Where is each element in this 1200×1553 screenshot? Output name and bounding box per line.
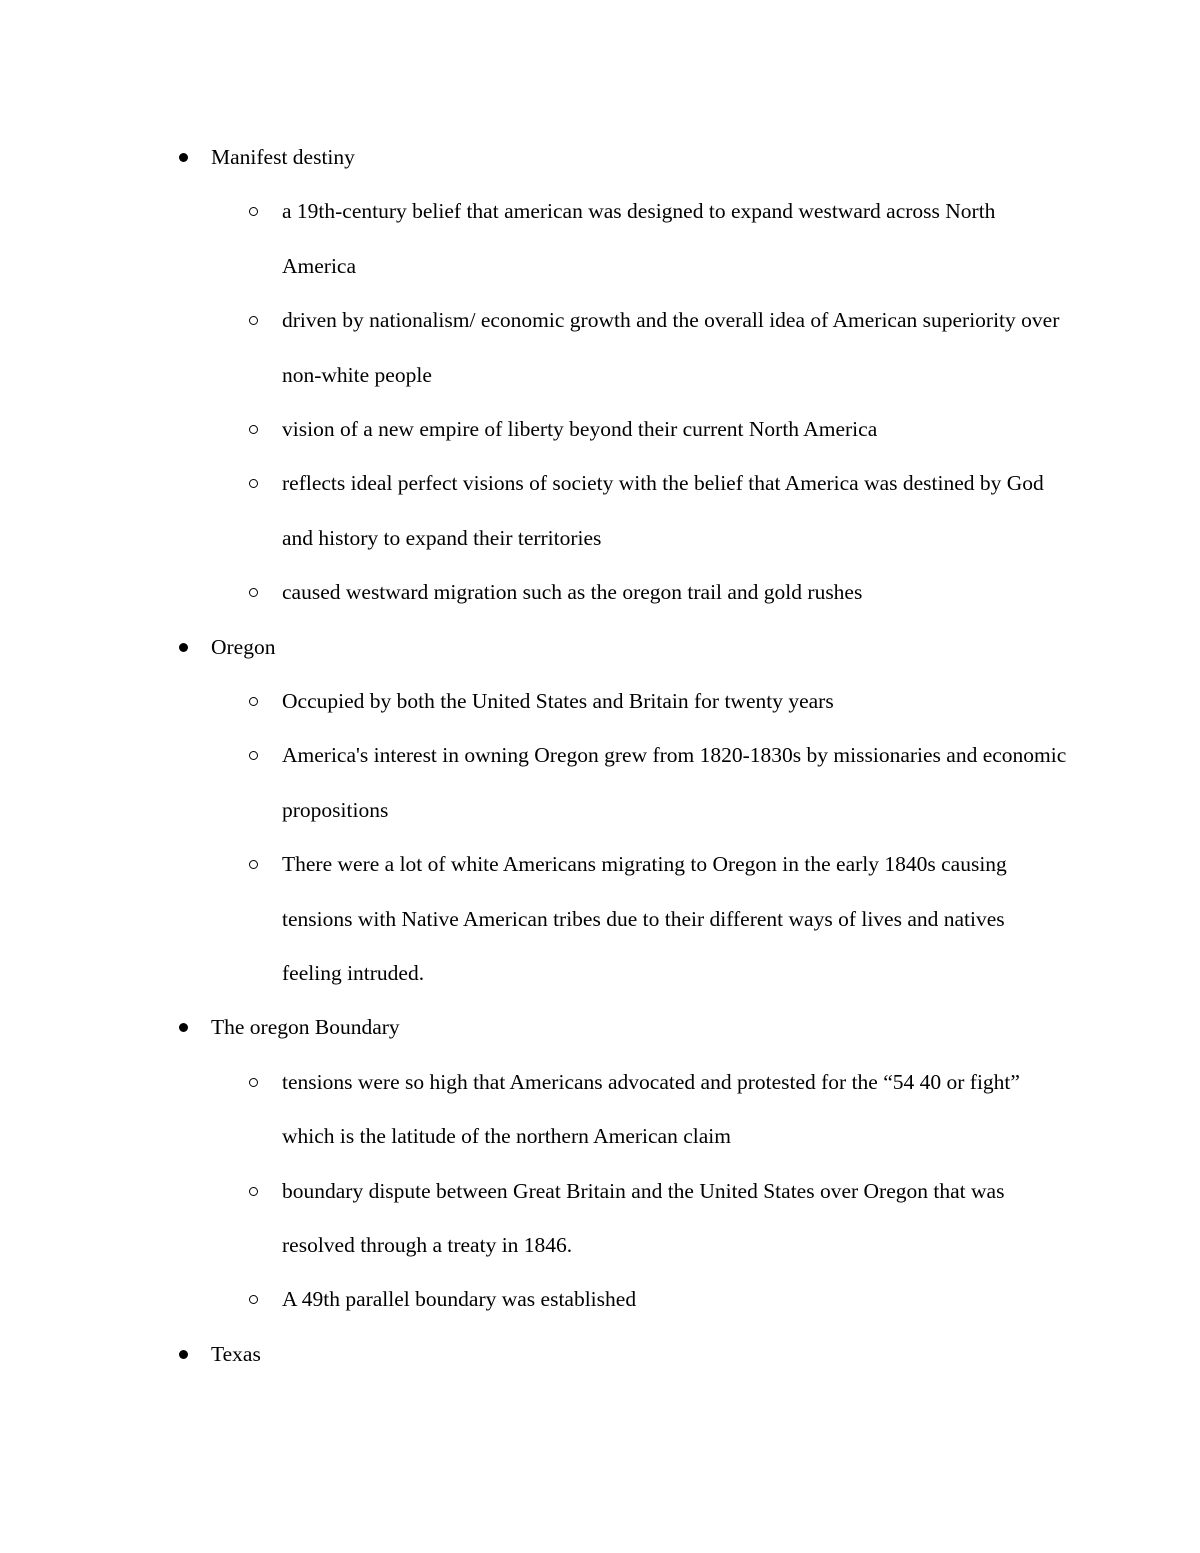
topic-line xyxy=(0,130,1200,184)
outline-list xyxy=(0,130,1200,1381)
hollow-bullet-icon xyxy=(249,1187,258,1196)
hollow-bullet-icon xyxy=(249,1295,258,1304)
hollow-bullet-icon xyxy=(249,425,258,434)
subpoint-list xyxy=(0,1055,1200,1327)
topic-title: Texas xyxy=(211,1341,261,1366)
filled-bullet-icon xyxy=(179,1023,188,1032)
subpoint-item xyxy=(0,674,1067,728)
topic-line xyxy=(0,620,1200,674)
topic-oregon-boundary xyxy=(0,1000,1200,1326)
subpoint-item xyxy=(0,1055,1067,1164)
hollow-bullet-icon xyxy=(249,588,258,597)
subpoint-text: a 19th-century belief that american was designed to expand westward across North America xyxy=(282,199,996,278)
topic-texas xyxy=(0,1327,1200,1381)
topic-title: Oregon xyxy=(211,634,276,659)
topic-line xyxy=(0,1327,1200,1381)
subpoint-text: tensions were so high that Americans advocated and protested for the “54 40 or fight” which is the latitude of the northern American claim xyxy=(282,1069,1020,1149)
subpoint-list xyxy=(0,674,1200,1000)
topic-line xyxy=(0,1000,1200,1054)
hollow-bullet-icon xyxy=(249,316,258,325)
hollow-bullet-icon xyxy=(249,697,258,706)
subpoint-text: A 49th parallel boundary was established xyxy=(282,1287,637,1312)
subpoint-item xyxy=(0,728,1067,837)
filled-bullet-icon xyxy=(179,153,188,162)
subpoint-text: vision of a new empire of liberty beyond their current North America xyxy=(282,417,878,442)
filled-bullet-icon xyxy=(179,1350,188,1359)
subpoint-item xyxy=(0,184,1067,293)
topic-oregon xyxy=(0,620,1200,1001)
subpoint-item xyxy=(0,293,1067,402)
hollow-bullet-icon xyxy=(249,207,258,216)
subpoint-text: caused westward migration such as the oregon trail and gold rushes xyxy=(282,580,863,605)
subpoint-text: driven by nationalism/ economic growth and the overall idea of American superiority over non-white people xyxy=(282,308,1060,387)
filled-bullet-icon xyxy=(179,643,188,652)
subpoint-text: There were a lot of white Americans migrating to Oregon in the early 1840s causing tensions with Native American tribes due to their different ways of lives and natives feeling intruded. xyxy=(282,852,1007,986)
subpoint-text: America's interest in owning Oregon grew from 1820-1830s by missionaries and economic propositions xyxy=(282,743,1067,822)
hollow-bullet-icon xyxy=(249,860,258,869)
hollow-bullet-icon xyxy=(249,751,258,760)
topic-title: The oregon Boundary xyxy=(211,1015,400,1040)
subpoint-text: Occupied by both the United States and Britain for twenty years xyxy=(282,689,834,714)
topic-manifest-destiny xyxy=(0,130,1200,620)
hollow-bullet-icon xyxy=(249,479,258,488)
subpoint-item xyxy=(0,1164,1067,1273)
subpoint-item xyxy=(0,456,1067,565)
subpoint-item xyxy=(0,837,1067,1000)
hollow-bullet-icon xyxy=(249,1078,258,1087)
subpoint-text: boundary dispute between Great Britain and the United States over Oregon that was resolved through a treaty in 1846. xyxy=(282,1178,1005,1258)
subpoint-item xyxy=(0,1272,1067,1326)
subpoint-item xyxy=(0,565,1067,619)
subpoint-list xyxy=(0,184,1200,619)
topic-title: Manifest destiny xyxy=(211,145,355,169)
subpoint-item xyxy=(0,402,1067,456)
subpoint-text: reflects ideal perfect visions of society with the belief that America was destined by God and history to expand their territories xyxy=(282,471,1044,550)
